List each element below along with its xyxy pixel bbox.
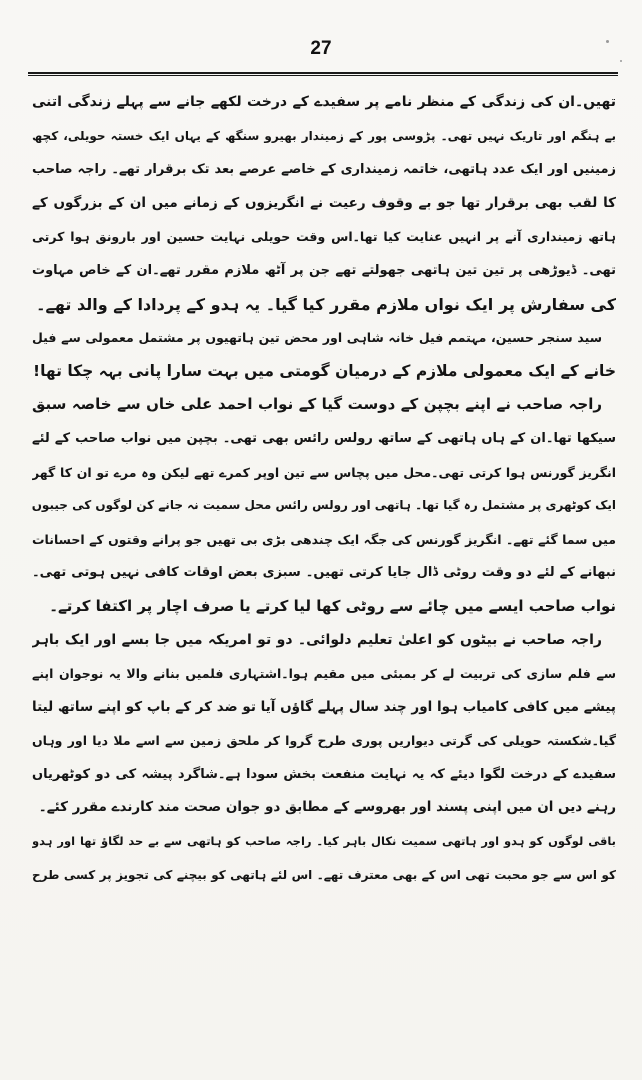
header-rule-thin [28, 75, 618, 76]
text-line: گیا۔شکستہ حویلی کی گرتی دیواریں پوری طرح گروا کر ملحق زمین سے اسے ملا دیا اور وہاں [32, 733, 616, 749]
text-line: سے فلم سازی کی تربیت لے کر بمبئی میں مقیم ہوا۔اشتہاری فلمیں بنانے والا یہ نوجوان اپنے [32, 666, 616, 682]
text-line: تھی۔ ڈیوڑھی پر تین تین ہاتھی جھولتے تھے جن پر آٹھ ملازم مقرر تھے۔ان کے خاص مہاوت [32, 262, 616, 278]
text-line: بے ہنگم اور تاریک نہیں تھی۔ پڑوسی پور کے زمیندار بھیرو سنگھ کے یہاں ایک خستہ حویلی، کچھ [32, 128, 616, 143]
text-line: کی سفارش پر ایک نواں ملازم مقرر کیا گیا۔ یہ ہدو کے پردادا کے والد تھے۔ [36, 294, 616, 314]
text-line: ایک کوٹھری پر مشتمل رہ گیا تھا۔ ہاتھی اور رولس رائس محل سمیت نہ جانے کن لوگوں کی جیبوں [32, 498, 616, 513]
urdu-text-body [32, 86, 616, 892]
text-line: خانے کے ایک معمولی ملازم کے درمیان گومتی میں بہت سارا پانی بہہ چکا تھا! [33, 361, 616, 380]
text-line: سفیدے کے درخت لگوا دیئے کہ یہ نہایت منفعت بخش سودا ہے۔شاگرد پیشہ کی دو کوٹھریاں [32, 766, 616, 782]
text-line: تھیں۔ان کی زندگی کے منظر نامے پر سفیدے کے درخت لکھے جانے سے پہلے زندگی اتنی [32, 94, 616, 110]
text-line: ہاتھ زمینداری آنے پر انہیں عنایت کیا تھا۔اس وقت حویلی نہایت حسین اور بارونق ہوا کرتی [32, 229, 616, 245]
text-line: نبھانے کے لئے دو وقت روٹی ڈال جایا کرتی تھیں۔ سبزی بعض اوقات کافی نہیں ہوتی تھی۔ [32, 565, 616, 581]
text-line: رہنے دیں ان میں اپنی پسند اور بھروسے کے مطابق دو جوان صحت مند کارندے مقرر کئے۔ [38, 799, 616, 816]
paper-speck [606, 40, 609, 43]
text-line: پیشے میں کافی کامیاب ہوا اور چند سال پہلے گاؤں آیا تو ضد کر کے باپ کو اپنے ساتھ لیتا [32, 698, 616, 715]
text-line: سیکھا تھا۔ان کے ہاں ہاتھی کے ساتھ رولس رائس بھی تھی۔ بچپن میں نواب صاحب کے لئے [32, 430, 616, 446]
text-line: سید سنجر حسین، مہتمم فیل خانہ شاہی اور محض تین ہاتھیوں پر مشتمل معمولی سے فیل [32, 330, 602, 346]
text-line: انگریز گورنس ہوا کرتی تھی۔محل میں پچاس سے تین اوپر کمرے تھے لیکن وہ مرے تو ان کا گھر [32, 464, 616, 480]
text-line: راجہ صاحب نے اپنے بچپن کے دوست گیا کے نواب احمد علی خاں سے خاصہ سبق [32, 395, 602, 414]
text-line: باقی لوگوں کو ہدو اور ہاتھی سمیت نکال باہر کیا۔ راجہ صاحب کو ہاتھی سے بے حد لگاؤ تھا اور ہدو [32, 834, 616, 849]
page-number: 27 [310, 38, 332, 59]
text-line: کا لقب بھی برقرار تھا جو بے وقوف رعیت نے انگریزوں کے زمانے میں ان کے بزرگوں کے [32, 194, 616, 211]
paper-speck [620, 60, 622, 62]
header-rule [28, 72, 618, 74]
text-line: میں سما گئے تھے۔ انگریز گورنس کی جگہ ایک چندھی بڑی بی تھیں جو پرانے وقتوں کے احسانات [32, 531, 616, 547]
text-line: زمینیں اور ایک عدد ہاتھی، خاتمہ زمینداری کے خاصے عرصے بعد تک برقرار تھے۔ راجہ صاحب [32, 162, 616, 178]
text-line: نواب صاحب ایسے میں چائے سے روٹی کھا لیا کرتے یا صرف اچار پر اکتفا کرتے۔ [49, 596, 616, 615]
text-line: راجہ صاحب نے بیٹوں کو اعلیٰ تعلیم دلوائی۔ دو تو امریکہ میں جا بسے اور ایک باہر [32, 631, 602, 648]
text-line: کو اس سے جو محبت تھی اس کے بھی معترف تھے۔ اس لئے ہاتھی کو بیچنے کی تجویز پر کسی طرح [32, 867, 616, 882]
